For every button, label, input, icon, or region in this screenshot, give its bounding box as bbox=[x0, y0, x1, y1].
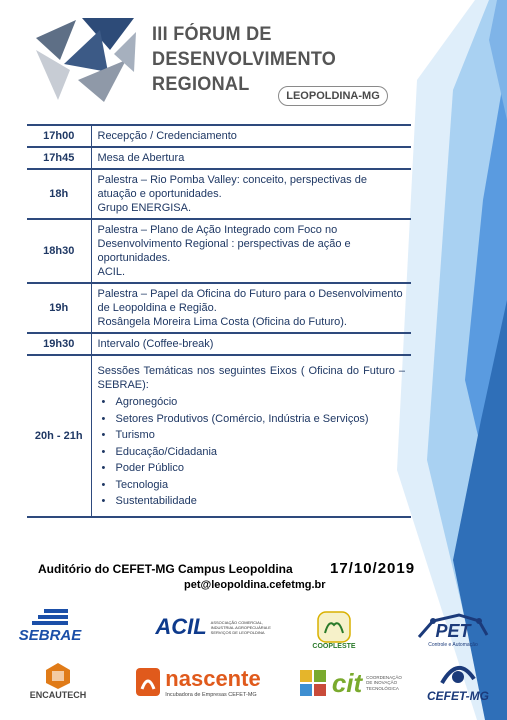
cit-logo bbox=[292, 664, 412, 702]
list-item: • Setores Produtivos (Comércio, Indústria e Serviços) bbox=[98, 411, 408, 428]
cefet-icon bbox=[438, 661, 478, 689]
list-item: • Poder Público bbox=[98, 460, 408, 477]
sebrae-logo bbox=[18, 604, 82, 648]
nascente-logo bbox=[124, 662, 272, 702]
activity-cell bbox=[91, 333, 411, 355]
activity-line: Mesa de Abertura bbox=[97, 152, 185, 164]
activity-cell bbox=[91, 219, 411, 283]
activity-line: Palestra – Plano de Ação Integrado com Foco no Desenvolvimento Regional : perspectivas de ação e oportunidades. bbox=[97, 224, 351, 264]
table-row bbox=[27, 283, 411, 333]
activity-line: Rosângela Moreira Lima Costa (Oficina do Futuro). bbox=[97, 316, 347, 328]
activity-line: Grupo ENERGISA. bbox=[97, 202, 192, 214]
cit-subtitle: COORDENAÇÃO DE INOVAÇÃO TECNOLÓGICA bbox=[366, 674, 402, 691]
cit-text: cit bbox=[331, 667, 363, 698]
table-row bbox=[27, 169, 411, 219]
table-row bbox=[27, 125, 411, 147]
sessions-list bbox=[98, 394, 408, 510]
pet-logo bbox=[410, 604, 496, 654]
activity-cell bbox=[91, 169, 411, 219]
contact-email[interactable]: pet@leopoldina.cefetmg.br bbox=[184, 579, 326, 591]
cefet-logo bbox=[420, 658, 496, 706]
time-cell: 19h bbox=[27, 283, 91, 333]
activity-line: Intervalo (Coffee-break) bbox=[97, 338, 214, 350]
cefet-text: CEFET-MG bbox=[427, 689, 489, 703]
activity-line: Palestra – Papel da Oficina do Futuro para o Desenvolvimento de Leopoldina e Região. bbox=[97, 288, 403, 314]
table-row bbox=[27, 333, 411, 355]
activity-cell bbox=[91, 283, 411, 333]
list-item: • Educação/Cidadania bbox=[98, 444, 408, 461]
sponsor-logos bbox=[0, 600, 507, 720]
list-item: • Sustentabilidade bbox=[98, 493, 408, 510]
nascente-text: nascente bbox=[165, 666, 261, 691]
sebrae-text: SEBRAE bbox=[18, 626, 82, 644]
sebrae-icon bbox=[30, 609, 70, 627]
sessions-cell bbox=[91, 355, 411, 517]
city-badge: LEOPOLDINA-MG bbox=[278, 86, 388, 106]
time-cell: 18h bbox=[27, 169, 91, 219]
nascente-icon bbox=[135, 667, 161, 697]
activity-cell bbox=[91, 147, 411, 169]
table-row bbox=[27, 219, 411, 283]
acil-text: ACIL bbox=[155, 614, 207, 639]
title-line-2: DESENVOLVIMENTO bbox=[152, 49, 337, 70]
activity-line: ACIL. bbox=[97, 266, 126, 278]
sessions-intro: Sessões Temáticas nos seguintes Eixos ( Oficina do Futuro – SEBRAE): bbox=[97, 365, 405, 391]
encautech-icon bbox=[45, 662, 71, 690]
list-item: • Turismo bbox=[98, 427, 408, 444]
encautech-logo bbox=[20, 658, 96, 704]
encautech-text: ENCAUTECH bbox=[29, 690, 87, 700]
nascente-subtitle: Incubadora de Empresas CEFET-MG bbox=[165, 692, 257, 698]
title-line-3: REGIONAL bbox=[152, 74, 250, 95]
activity-cell bbox=[91, 125, 411, 147]
venue-text: Auditório do CEFET-MG Campus Leopoldina bbox=[38, 562, 293, 576]
coopleste-icon bbox=[317, 611, 351, 643]
header bbox=[0, 0, 507, 118]
pet-text: PET bbox=[435, 620, 471, 641]
schedule-table bbox=[27, 124, 411, 518]
activity-line: Recepção / Credenciamento bbox=[97, 130, 237, 142]
time-cell: 17h45 bbox=[27, 147, 91, 169]
activity-line: Palestra – Rio Pomba Valley: conceito, perspectivas de atuação e oportunidades. bbox=[97, 174, 367, 200]
list-item: • Agronegócio bbox=[98, 394, 408, 411]
acil-logo bbox=[146, 612, 284, 642]
title-line-1: III FÓRUM DE bbox=[152, 24, 272, 45]
acil-subtitle: ASSOCIAÇÃO COMERCIAL, INDUSTRIAL AGROPECUÁRIA E SERVIÇOS DE LEOPOLDINA bbox=[210, 619, 271, 635]
coopleste-text: COOPLESTE bbox=[312, 642, 356, 650]
table-row bbox=[27, 147, 411, 169]
event-date: 17/10/2019 bbox=[330, 560, 416, 577]
time-cell: 20h - 21h bbox=[27, 355, 91, 517]
cit-cube-icon bbox=[298, 668, 328, 698]
time-cell: 19h30 bbox=[27, 333, 91, 355]
list-item: • Tecnologia bbox=[98, 477, 408, 494]
time-cell: 17h00 bbox=[27, 125, 91, 147]
forum-logo-icon bbox=[30, 10, 140, 111]
time-cell: 18h30 bbox=[27, 219, 91, 283]
table-row bbox=[27, 355, 411, 517]
coopleste-logo bbox=[300, 604, 368, 656]
pet-subtitle: Controle e Automação bbox=[428, 641, 478, 648]
